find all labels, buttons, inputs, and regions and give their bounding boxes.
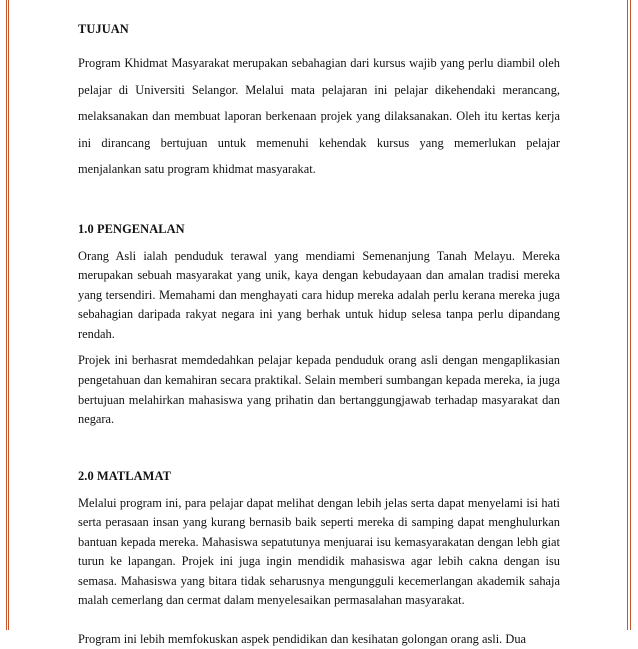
paragraph-pengenalan-1: Orang Asli ialah penduduk terawal yang mendiami Semenanjung Tanah Melayu. Mereka merupakan sebuah masyarakat yang unik, kaya dengan kebudayaan dan amalan tradisi mereka yang tersendiri. Memahami dan menghayati cara hidup mereka adalah perlu kerana mereka juga sebahagian daripada rakyat negara ini yang berhak untuk hidup selesa tanpa perlu dipandang rendah. bbox=[78, 248, 560, 341]
heading-matlamat: 2.0 MATLAMAT bbox=[78, 468, 171, 483]
document-body bbox=[78, 14, 560, 649]
page-border-right bbox=[627, 0, 631, 630]
paragraph-tujuan: Program Khidmat Masyarakat merupakan sebahagian dari kursus wajib yang perlu diambil oleh pelajar di Universiti Selangor. Melalui mata pelajaran ini pelajar dikehendaki merancang, melaksanakan dan membuat laporan berkenaan projek yang dilaksanakan. Oleh itu kertas kerja ini dirancang bertujuan untuk memenuhi kehendak kursus yang memerlukan pelajar menjalankan satu program khidmat masyarakat. bbox=[78, 56, 560, 176]
heading-pengenalan: 1.0 PENGENALAN bbox=[78, 221, 185, 236]
paragraph-matlamat-2: Program ini lebih memfokuskan aspek pendidikan dan kesihatan golongan orang asli. Dua bbox=[78, 631, 527, 646]
page-border-left bbox=[6, 0, 9, 630]
heading-tujuan: TUJUAN bbox=[78, 22, 129, 36]
paragraph-pengenalan-2: Projek ini berhasrat memdedahkan pelajar kepada penduduk orang asli dengan mengaplikasian pengetahuan dan kemahiran secara praktikal. Selain memberi sumbangan kepada mereka, ia juga bertujuan melahirkan mahasiswa yang prihatin dan bertanggungjawab terhadap masyarakat dan negara. bbox=[78, 353, 560, 427]
paragraph-matlamat-1: Melalui program ini, para pelajar dapat melihat dengan lebih jelas serta dapat menyelami isi hati serta perasaan insan yang kurang bernasib baik seperti mereka di samping dapat menghulurkan bantuan kepada mereka. Mahasiswa sepatutunya menjuarai isu kemasyarakatan dengan lebh giat turun ke lapangan. Projek ini juga ingin mendidik mahasiswa agar lebih cakna dengan isu semasa. Mahasiswa yang bitara tidak seharusnya mengungguli kecemerlangan akademik sahaja malah cemerlang dan cermat dalam menyelesaikan permasalahan masyarakat. bbox=[78, 495, 560, 608]
